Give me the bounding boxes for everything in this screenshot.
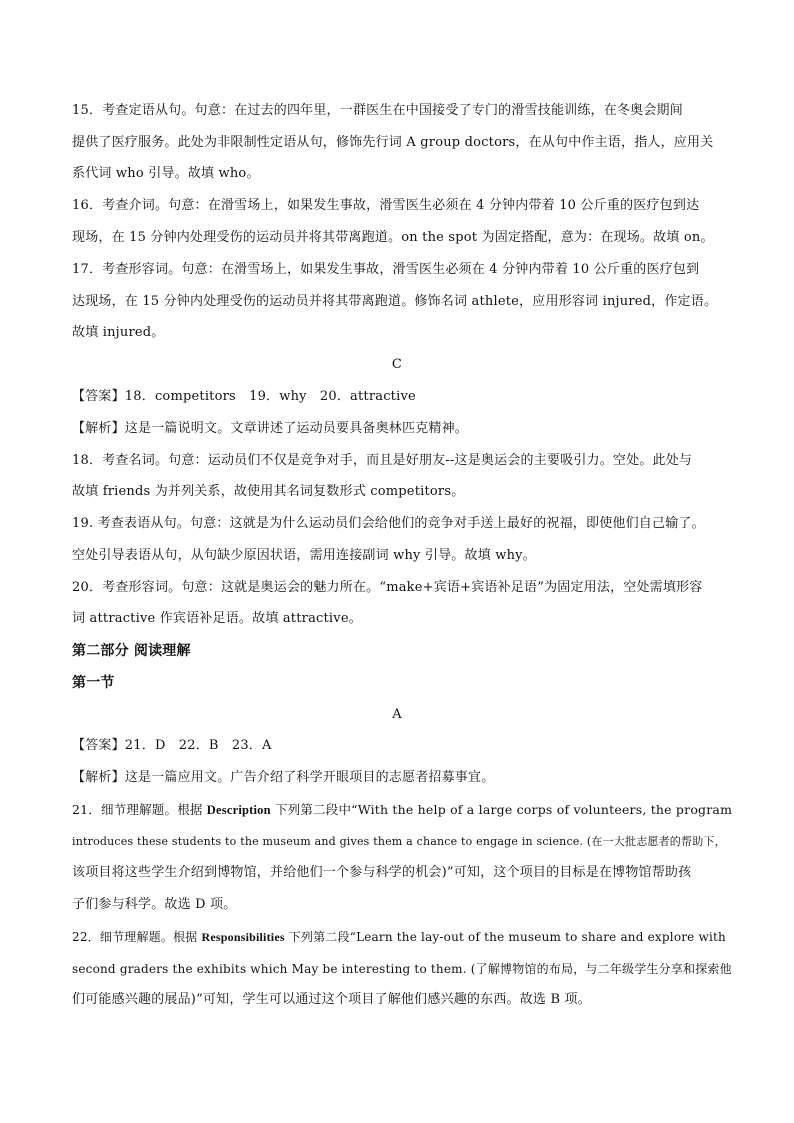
q15-line-3: 系代词 who 引导。故填 who。: [72, 166, 260, 181]
q15-line-2: 提供了医疗服务。此处为非限制性定语从句，修饰先行词 A group doctors，在从句中作主语，指人，应用关: [72, 135, 714, 150]
q22-line-1: [72, 927, 732, 947]
q22-line-2: second graders the exhibits which May be interesting to them. (了解博物馆的布局，与二年级学生分享和探索他: [72, 962, 732, 976]
q15-line-1: 15．考查定语从句。句意：在过去的四年里，一群医生在中国接受了专门的滑雪技能训练，在冬奥会期间: [72, 103, 683, 118]
q21-keyword: Description: [206, 803, 271, 817]
section-a-letter: A: [392, 707, 402, 722]
section-c-answer: 【答案】18．competitors 19．why 20．attractive: [72, 389, 416, 404]
q20-line-1: 20．考查形容词。句意：这就是奥运会的魅力所在。“make+宾语+宾语补足语”为固定用法，空处需填形容: [72, 580, 703, 595]
section-c-analysis: 【解析】这是一篇说明文。文章讲述了运动员要具备奥林匹克精神。: [72, 421, 469, 436]
q21-prefix: 21．细节理解题。根据: [72, 802, 207, 817]
q20-line-2: 词 attractive 作宾语补足语。故填 attractive。: [72, 611, 362, 626]
q22-keyword: Responsibilities: [201, 930, 285, 944]
q19-line-2: 空处引导表语从句，从句缺少原因状语，需用连接副词 why 引导。故填 why。: [72, 548, 536, 563]
q19-line-1: 19. 考查表语从句。句意：这就是为什么运动员们会给他们的竞争对手送上最好的祝福，即使他们自己输了。: [72, 516, 705, 531]
section-a-answer: 【答案】21．D 22．B 23．A: [72, 738, 272, 753]
q16-line-2: 现场，在 15 分钟内处理受伤的运动员并将其带离跑道。on the spot 为固定搭配，意为：在现场。故填 on。: [72, 230, 714, 245]
section-a-analysis: 【解析】这是一篇应用文。广告介绍了科学开眼项目的志愿者招募事宜。: [72, 770, 495, 785]
q21-line-3: 该项目将这些学生介绍到博物馆，并给他们一个参与科学的机会)”可知，这个项目的目标是在博物馆帮助孩: [72, 865, 692, 880]
q21-suffix: 下列第二段中“With the help of a large corps of volunteers, the program: [270, 802, 733, 817]
section-c-letter: C: [391, 357, 403, 372]
q21-line-1: [72, 800, 732, 820]
q22-prefix: 22．细节理解题。根据: [72, 930, 202, 944]
q21-line-4: 子们参与科学。故选 D 项。: [72, 897, 237, 912]
q22-line-3: 们可能感兴趣的展品)”可知，学生可以通过这个项目了解他们感兴趣的东西。故选 B 项。: [72, 992, 591, 1007]
q18-line-1: 18．考查名词。句意：运动员们不仅是竞争对手，而且是好朋友--这是奥运会的主要吸引力。空处。此处与: [72, 453, 693, 468]
q21-line-2: introduces these students to the museum and gives them a chance to engage in science. (在一大批志愿者的帮助下，: [72, 835, 726, 848]
q18-line-2: 故填 friends 为并列关系，故使用其名词复数形式 competitors。: [72, 484, 465, 499]
q22-suffix: 下列第二段“Learn the lay-out of the museum to share and explore with: [284, 930, 726, 944]
q17-line-2: 达现场，在 15 分钟内处理受伤的运动员并将其带离跑道。修饰名词 athlete，应用形容词 injured，作定语。: [72, 294, 718, 309]
part-2-heading: 第二部分 阅读理解: [72, 643, 191, 659]
q17-line-1: 17．考查形容词。句意：在滑雪场上，如果发生事故，滑雪医生必须在 4 分钟内带着 10 公斤重的医疗包到: [72, 262, 700, 277]
q17-line-3: 故填 injured。: [72, 325, 165, 340]
section-1-heading: 第一节: [72, 675, 115, 691]
q16-line-1: 16．考查介词。句意：在滑雪场上，如果发生事故，滑雪医生必须在 4 分钟内带着 10 公斤重的医疗包到达: [72, 198, 700, 213]
